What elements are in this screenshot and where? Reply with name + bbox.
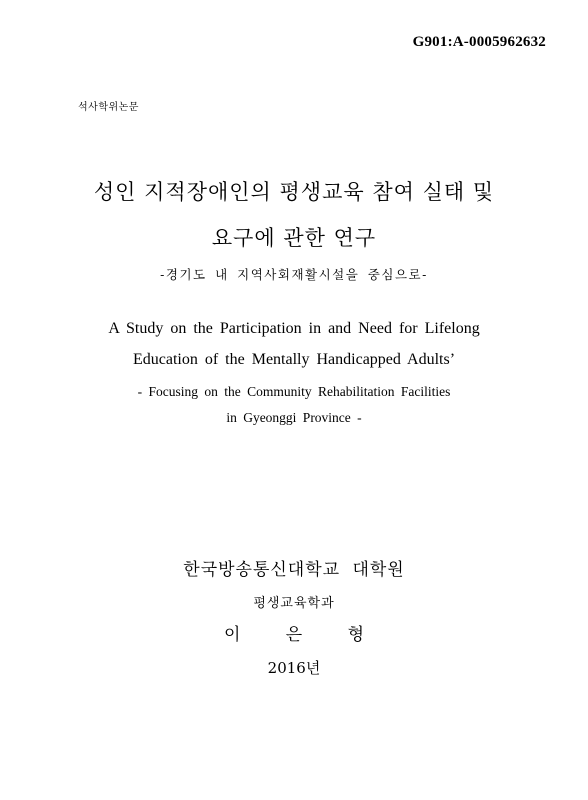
university-name: 한국방송통신대학교 대학원 bbox=[183, 560, 405, 580]
english-subtitle-line-1: - Focusing on the Community Rehabilitation Facilities bbox=[137, 384, 451, 399]
korean-title-line-2: 요구에 관한 연구 bbox=[211, 226, 377, 250]
english-title-line-1: A Study on the Participation in and Need for Lifelong bbox=[108, 320, 480, 337]
department-name: 평생교육학과 bbox=[253, 596, 335, 611]
korean-title-line-1: 성인 지적장애인의 평생교육 참여 실태 및 bbox=[93, 180, 495, 204]
author-name: 이 은 형 bbox=[223, 625, 385, 645]
document-id: G901:A-0005962632 bbox=[412, 34, 546, 50]
english-title-line-2: Education of the Mentally Handicapped Adults’ bbox=[132, 351, 456, 368]
thesis-type-label: 석사학위논문 bbox=[78, 102, 139, 113]
publication-year: 2016년 bbox=[267, 659, 321, 677]
korean-subtitle: -경기도 내 지역사회재활시설을 중심으로- bbox=[160, 267, 428, 282]
english-subtitle-line-2: in Gyeonggi Province - bbox=[226, 410, 362, 425]
